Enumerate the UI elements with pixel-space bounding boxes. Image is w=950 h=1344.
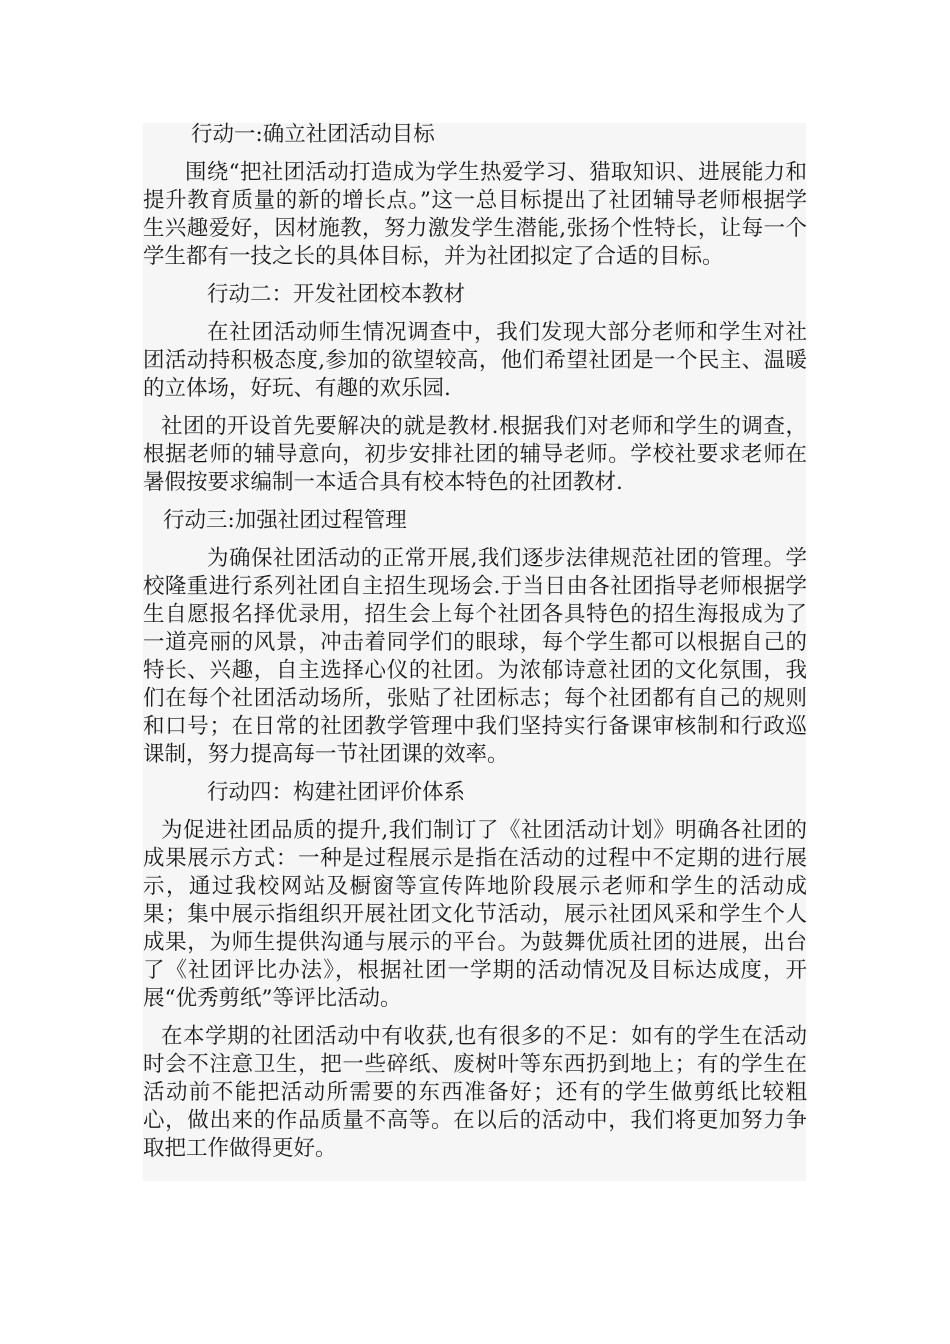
section-heading-4: 行动四：构建社团评价体系 (207, 780, 466, 805)
paragraph-3: 社团的开设首先要解决的就是教材.根据我们对老师和学生的调查，根据老师的辅导意向，初步安排社团的辅导老师。学校社要求老师在暑假按要求编制一本适合具有校本特色的社团教材. (143, 414, 807, 495)
section-heading-2: 行动二：开发社团校本教材 (207, 282, 466, 307)
paragraph-2: 在社团活动师生情况调查中，我们发现大部分老师和学生对社团活动持积极态度,参加的欲望较高，他们希望社团是一个民主、温暖的立体场，好玩、有趣的欢乐园. (143, 320, 807, 401)
section-heading-3: 行动三:加强社团过程管理 (163, 508, 407, 533)
section-heading-1: 行动一:确立社团活动目标 (191, 122, 435, 147)
paragraph-6: 在本学期的社团活动中有收获,也有很多的不足：如有的学生在活动时会不注意卫生，把一些碎纸、废树叶等东西扔到地上；有的学生在活动前不能把活动所需要的东西准备好；还有的学生做剪纸比较粗心，做出来的作品质量不高等。在以后的活动中，我们将更加努力争取把工作做得更好。 (143, 1024, 807, 1161)
document-body (143, 121, 807, 1173)
paragraph-1: 围绕“把社团活动打造成为学生热爱学习、猎取知识、进展能力和提升教育质量的新的增长点。”这一总目标提出了社团辅导老师根据学生兴趣爱好，因材施教，努力激发学生潜能,张扬个性特长，让每一个学生都有一技之长的具体目标，并为社团拟定了合适的目标。 (143, 160, 807, 269)
paragraph-5: 为促进社团品质的提升,我们制订了《社团活动计划》明确各社团的成果展示方式：一种是过程展示是指在活动的过程中不定期的进行展示，通过我校网站及橱窗等宣传阵地阶段展示老师和学生的活动成果；集中展示指组织开展社团文化节活动，展示社团风采和学生个人成果，为师生提供沟通与展示的平台。为鼓舞优质社团的进展，出台了《社团评比办法》，根据社团一学期的活动情况及目标达成度，开展“优秀剪纸”等评比活动。 (143, 818, 807, 1011)
paragraph-4: 为确保社团活动的正常开展,我们逐步法律规范社团的管理。学校隆重进行系列社团自主招生现场会.于当日由各社团指导老师根据学生自愿报名择优录用，招生会上每个社团各具特色的招生海报成为了一道亮丽的风景，冲击着同学们的眼球，每个学生都可以根据自己的特长、兴趣，自主选择心仪的社团。为浓郁诗意社团的文化氛围，我们在每个社团活动场所，张贴了社团标志；每个社团都有自己的规则和口号；在日常的社团教学管理中我们坚持实行备课审核制和行政巡课制，努力提高每一节社团课的效率。 (143, 546, 807, 767)
